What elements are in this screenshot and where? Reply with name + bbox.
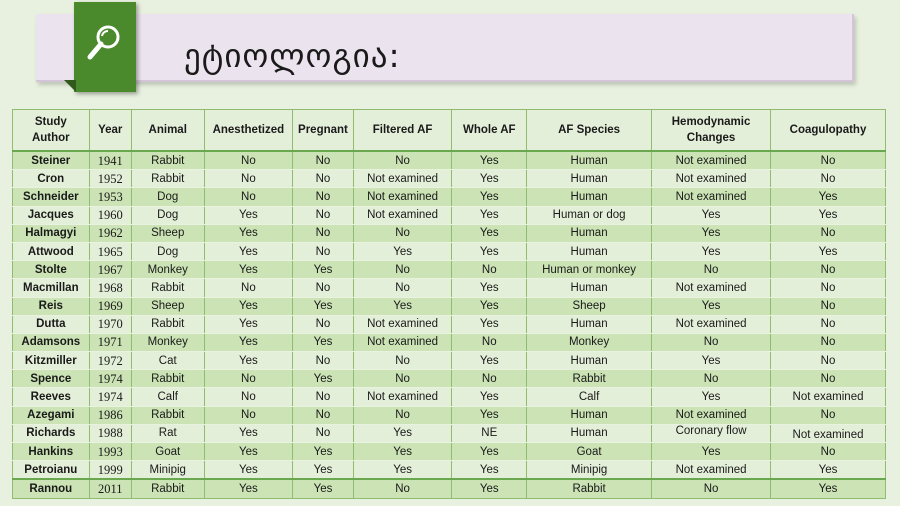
cell-study-author: Petroianu	[13, 461, 90, 480]
cell-study-author: Attwood	[13, 242, 90, 260]
cell-coagulopathy: No	[771, 352, 886, 370]
cell-filtered-af: No	[353, 224, 452, 242]
cell-animal: Monkey	[131, 261, 204, 279]
cell-study-author: Reeves	[13, 388, 90, 406]
cell-animal: Dog	[131, 188, 204, 206]
table-row	[13, 261, 886, 279]
cell-af-species: Human	[527, 424, 652, 442]
cell-year: 1974	[89, 370, 131, 388]
page-title: ეტიოლოგია:	[184, 36, 401, 75]
cell-anesthetized: Yes	[204, 315, 293, 333]
table-row	[13, 461, 886, 480]
table-row	[13, 443, 886, 461]
cell-filtered-af: Yes	[353, 297, 452, 315]
cell-af-species: Minipig	[527, 461, 652, 480]
cell-hemodynamic-changes: No	[652, 261, 771, 279]
cell-filtered-af: Yes	[353, 461, 452, 480]
cell-filtered-af: No	[353, 279, 452, 297]
cell-pregnant: No	[293, 279, 353, 297]
cell-whole-af: Yes	[452, 188, 527, 206]
cell-pregnant: No	[293, 424, 353, 442]
cell-whole-af: Yes	[452, 388, 527, 406]
cell-hemodynamic-changes: No	[652, 370, 771, 388]
cell-filtered-af: No	[353, 406, 452, 424]
table-row	[13, 406, 886, 424]
cell-af-species: Human	[527, 151, 652, 170]
cell-anesthetized: Yes	[204, 479, 293, 498]
cell-animal: Rabbit	[131, 479, 204, 498]
cell-animal: Rabbit	[131, 151, 204, 170]
cell-year: 1974	[89, 388, 131, 406]
cell-year: 1972	[89, 352, 131, 370]
table-row	[13, 424, 886, 442]
cell-af-species: Sheep	[527, 297, 652, 315]
cell-pregnant: No	[293, 352, 353, 370]
cell-hemodynamic-changes: Yes	[652, 443, 771, 461]
cell-pregnant: No	[293, 315, 353, 333]
cell-year: 1968	[89, 279, 131, 297]
cell-whole-af: Yes	[452, 461, 527, 480]
cell-whole-af: Yes	[452, 443, 527, 461]
cell-study-author: Stolte	[13, 261, 90, 279]
cell-animal: Rabbit	[131, 406, 204, 424]
cell-pregnant: Yes	[293, 370, 353, 388]
table-row	[13, 242, 886, 260]
cell-anesthetized: Yes	[204, 242, 293, 260]
cell-anesthetized: No	[204, 188, 293, 206]
cell-study-author: Richards	[13, 424, 90, 442]
cell-pregnant: Yes	[293, 261, 353, 279]
cell-animal: Cat	[131, 352, 204, 370]
cell-anesthetized: Yes	[204, 424, 293, 442]
col-header-pregnant: Pregnant	[293, 110, 353, 152]
cell-whole-af: Yes	[452, 479, 527, 498]
cell-pregnant: No	[293, 242, 353, 260]
cell-af-species: Human	[527, 224, 652, 242]
study-table	[12, 109, 886, 499]
cell-af-species: Human	[527, 242, 652, 260]
table-row	[13, 170, 886, 188]
cell-whole-af: Yes	[452, 406, 527, 424]
cell-pregnant: Yes	[293, 297, 353, 315]
cell-hemodynamic-changes: Not examined	[652, 279, 771, 297]
cell-whole-af: Yes	[452, 352, 527, 370]
cell-coagulopathy: No	[771, 261, 886, 279]
cell-filtered-af: Not examined	[353, 188, 452, 206]
cell-whole-af: Yes	[452, 297, 527, 315]
cell-whole-af: No	[452, 370, 527, 388]
cell-study-author: Halmagyi	[13, 224, 90, 242]
cell-hemodynamic-changes: Not examined	[652, 315, 771, 333]
cell-pregnant: Yes	[293, 461, 353, 480]
table-row	[13, 297, 886, 315]
cell-af-species: Monkey	[527, 333, 652, 351]
cell-study-author: Spence	[13, 370, 90, 388]
title-badge	[74, 2, 136, 92]
cell-pregnant: Yes	[293, 333, 353, 351]
cell-pregnant: No	[293, 206, 353, 224]
cell-coagulopathy: Yes	[771, 242, 886, 260]
cell-coagulopathy: No	[771, 315, 886, 333]
col-header-coagulopathy: Coagulopathy	[771, 110, 886, 152]
cell-animal: Dog	[131, 206, 204, 224]
table-row	[13, 315, 886, 333]
cell-hemodynamic-changes: Not examined	[652, 406, 771, 424]
cell-coagulopathy: Yes	[771, 461, 886, 480]
cell-study-author: Hankins	[13, 443, 90, 461]
cell-hemodynamic-changes: Not examined	[652, 188, 771, 206]
table-row	[13, 352, 886, 370]
cell-whole-af: Yes	[452, 206, 527, 224]
cell-coagulopathy: No	[771, 279, 886, 297]
cell-anesthetized: Yes	[204, 352, 293, 370]
cell-hemodynamic-changes: Yes	[652, 352, 771, 370]
table-row	[13, 388, 886, 406]
cell-anesthetized: Yes	[204, 461, 293, 480]
cell-pregnant: No	[293, 406, 353, 424]
cell-af-species: Goat	[527, 443, 652, 461]
cell-study-author: Kitzmiller	[13, 352, 90, 370]
cell-year: 2011	[89, 479, 131, 498]
cell-animal: Sheep	[131, 224, 204, 242]
cell-filtered-af: Yes	[353, 424, 452, 442]
cell-filtered-af: Not examined	[353, 333, 452, 351]
cell-filtered-af: Yes	[353, 242, 452, 260]
cell-filtered-af: Not examined	[353, 388, 452, 406]
cell-filtered-af: No	[353, 261, 452, 279]
cell-year: 1962	[89, 224, 131, 242]
cell-animal: Sheep	[131, 297, 204, 315]
cell-animal: Rabbit	[131, 170, 204, 188]
cell-study-author: Rannou	[13, 479, 90, 498]
table-row	[13, 279, 886, 297]
cell-filtered-af: No	[353, 151, 452, 170]
cell-study-author: Dutta	[13, 315, 90, 333]
cell-study-author: Steiner	[13, 151, 90, 170]
cell-animal: Minipig	[131, 461, 204, 480]
table-row	[13, 370, 886, 388]
cell-study-author: Schneider	[13, 188, 90, 206]
cell-animal: Rabbit	[131, 279, 204, 297]
cell-filtered-af: Not examined	[353, 206, 452, 224]
cell-pregnant: Yes	[293, 443, 353, 461]
cell-af-species: Human	[527, 170, 652, 188]
cell-filtered-af: No	[353, 479, 452, 498]
cell-year: 1986	[89, 406, 131, 424]
cell-anesthetized: Yes	[204, 333, 293, 351]
cell-hemodynamic-changes: Yes	[652, 242, 771, 260]
cell-hemodynamic-changes: Yes	[652, 224, 771, 242]
cell-coagulopathy: Yes	[771, 206, 886, 224]
cell-hemodynamic-changes: Not examined	[652, 461, 771, 480]
cell-animal: Rabbit	[131, 370, 204, 388]
cell-coagulopathy: No	[771, 406, 886, 424]
cell-whole-af: No	[452, 261, 527, 279]
cell-pregnant: No	[293, 388, 353, 406]
col-header-whole-af: Whole AF	[452, 110, 527, 152]
cell-pregnant: No	[293, 170, 353, 188]
cell-study-author: Reis	[13, 297, 90, 315]
cell-study-author: Jacques	[13, 206, 90, 224]
col-header-anesthetized: Anesthetized	[204, 110, 293, 152]
col-header-af-species: AF Species	[527, 110, 652, 152]
cell-anesthetized: No	[204, 388, 293, 406]
cell-af-species: Human	[527, 188, 652, 206]
col-header-year: Year	[89, 110, 131, 152]
cell-anesthetized: Yes	[204, 224, 293, 242]
cell-year: 1953	[89, 188, 131, 206]
cell-af-species: Human or monkey	[527, 261, 652, 279]
cell-whole-af: Yes	[452, 279, 527, 297]
table-row	[13, 151, 886, 170]
cell-anesthetized: No	[204, 406, 293, 424]
cell-animal: Dog	[131, 242, 204, 260]
cell-year: 1971	[89, 333, 131, 351]
cell-filtered-af: No	[353, 370, 452, 388]
cell-study-author: Macmillan	[13, 279, 90, 297]
cell-hemodynamic-changes: Yes	[652, 297, 771, 315]
cell-af-species: Rabbit	[527, 370, 652, 388]
col-header-study-author: Study Author	[13, 110, 90, 152]
cell-hemodynamic-changes: No	[652, 333, 771, 351]
cell-anesthetized: No	[204, 151, 293, 170]
cell-hemodynamic-changes: Yes	[652, 206, 771, 224]
cell-filtered-af: Yes	[353, 443, 452, 461]
cell-af-species: Human	[527, 352, 652, 370]
table-body	[13, 151, 886, 498]
cell-coagulopathy: Not examined	[771, 424, 886, 442]
cell-year: 1941	[89, 151, 131, 170]
cell-hemodynamic-changes: Coronary flow	[652, 424, 771, 442]
cell-whole-af: Yes	[452, 315, 527, 333]
table-row	[13, 333, 886, 351]
cell-coagulopathy: Yes	[771, 188, 886, 206]
cell-study-author: Adamsons	[13, 333, 90, 351]
cell-year: 1993	[89, 443, 131, 461]
cell-whole-af: Yes	[452, 224, 527, 242]
col-header-hemodynamic-changes: Hemodynamic Changes	[652, 110, 771, 152]
table-row	[13, 224, 886, 242]
cell-coagulopathy: No	[771, 151, 886, 170]
col-header-animal: Animal	[131, 110, 204, 152]
cell-whole-af: NE	[452, 424, 527, 442]
cell-study-author: Azegami	[13, 406, 90, 424]
cell-year: 1970	[89, 315, 131, 333]
cell-year: 1952	[89, 170, 131, 188]
table-header	[13, 110, 886, 152]
cell-animal: Monkey	[131, 333, 204, 351]
title-bar	[36, 14, 854, 82]
cell-hemodynamic-changes: Not examined	[652, 170, 771, 188]
cell-year: 1969	[89, 297, 131, 315]
cell-whole-af: No	[452, 333, 527, 351]
cell-whole-af: Yes	[452, 170, 527, 188]
cell-hemodynamic-changes: No	[652, 479, 771, 498]
cell-coagulopathy: No	[771, 224, 886, 242]
cell-af-species: Human or dog	[527, 206, 652, 224]
cell-af-species: Human	[527, 315, 652, 333]
cell-filtered-af: No	[353, 352, 452, 370]
cell-pregnant: No	[293, 151, 353, 170]
cell-coagulopathy: No	[771, 443, 886, 461]
cell-pregnant: Yes	[293, 479, 353, 498]
cell-af-species: Human	[527, 406, 652, 424]
cell-coagulopathy: No	[771, 170, 886, 188]
magnifier-icon	[86, 22, 124, 64]
cell-year: 1999	[89, 461, 131, 480]
cell-af-species: Calf	[527, 388, 652, 406]
cell-filtered-af: Not examined	[353, 315, 452, 333]
cell-coagulopathy: Not examined	[771, 388, 886, 406]
cell-year: 1967	[89, 261, 131, 279]
cell-animal: Rat	[131, 424, 204, 442]
cell-year: 1965	[89, 242, 131, 260]
table-row	[13, 188, 886, 206]
cell-anesthetized: No	[204, 170, 293, 188]
cell-whole-af: Yes	[452, 242, 527, 260]
cell-pregnant: No	[293, 188, 353, 206]
cell-coagulopathy: Yes	[771, 479, 886, 498]
cell-anesthetized: Yes	[204, 297, 293, 315]
cell-anesthetized: No	[204, 279, 293, 297]
cell-filtered-af: Not examined	[353, 170, 452, 188]
cell-anesthetized: No	[204, 370, 293, 388]
table-row	[13, 206, 886, 224]
cell-animal: Goat	[131, 443, 204, 461]
col-header-filtered-af: Filtered AF	[353, 110, 452, 152]
cell-coagulopathy: No	[771, 297, 886, 315]
cell-year: 1960	[89, 206, 131, 224]
table-row	[13, 479, 886, 498]
cell-hemodynamic-changes: Yes	[652, 388, 771, 406]
badge-fold	[64, 80, 76, 92]
cell-pregnant: No	[293, 224, 353, 242]
cell-animal: Rabbit	[131, 315, 204, 333]
cell-anesthetized: Yes	[204, 443, 293, 461]
cell-whole-af: Yes	[452, 151, 527, 170]
cell-anesthetized: Yes	[204, 206, 293, 224]
cell-year: 1988	[89, 424, 131, 442]
cell-coagulopathy: No	[771, 370, 886, 388]
cell-hemodynamic-changes: Not examined	[652, 151, 771, 170]
cell-af-species: Human	[527, 279, 652, 297]
cell-anesthetized: Yes	[204, 261, 293, 279]
cell-study-author: Cron	[13, 170, 90, 188]
cell-animal: Calf	[131, 388, 204, 406]
cell-af-species: Rabbit	[527, 479, 652, 498]
cell-coagulopathy: No	[771, 333, 886, 351]
